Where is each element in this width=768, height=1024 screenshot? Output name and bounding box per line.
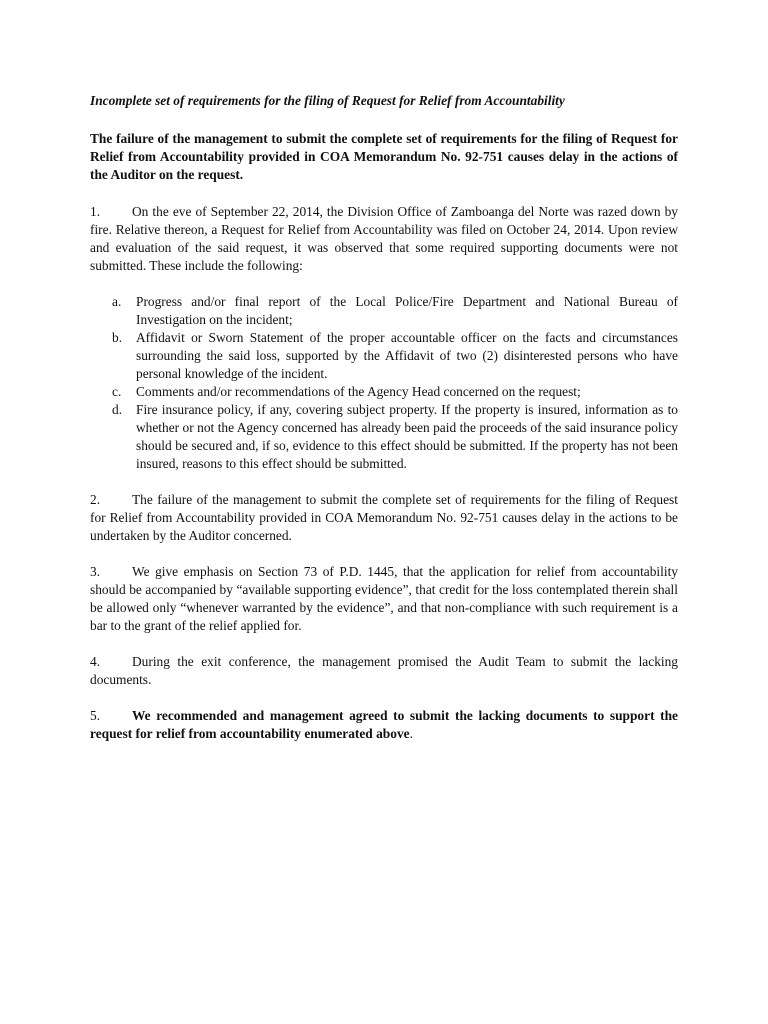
requirement-text: Affidavit or Sworn Statement of the proper accountable officer on the facts and circumstances surrounding the said loss, supported by the Affidavit of two (2) disinterested persons who have personal knowledge of the incident. <box>136 330 678 381</box>
paragraph-5 <box>90 707 678 743</box>
paragraph-3 <box>90 563 678 635</box>
document-page <box>90 92 678 761</box>
paragraph-4 <box>90 653 678 689</box>
paragraph-text: On the eve of September 22, 2014, the Division Office of Zamboanga del Norte was razed down by fire. Relative thereon, a Request for Relief from Accountability was filed on October 24, 2014. Upon review and evaluation of the said request, it was observed that some required supporting documents were not submitted. These include the following: <box>90 204 678 273</box>
requirement-letter: c. <box>112 384 122 399</box>
paragraph-1 <box>90 203 678 275</box>
requirement-text: Progress and/or final report of the Local Police/Fire Department and National Bureau of Investigation on the incident; <box>136 294 678 327</box>
requirement-item <box>90 401 678 473</box>
requirements-list <box>90 293 678 473</box>
paragraph-number: 5. <box>90 708 101 723</box>
paragraph-text: During the exit conference, the management promised the Audit Team to submit the lacking documents. <box>90 654 678 687</box>
requirement-text: Fire insurance policy, if any, covering subject property. If the property is insured, information as to whether or not the Agency concerned has already been paid the proceeds of the said insurance policy should be secured and, if so, evidence to this effect should be submitted. If the property has not been insured, reasons to this effect should be submitted. <box>136 402 678 471</box>
document-title: Incomplete set of requirements for the filing of Request for Relief from Accountability <box>90 93 565 108</box>
requirement-item <box>90 383 678 401</box>
paragraph-number: 4. <box>90 654 101 669</box>
paragraph-text: The failure of the management to submit the complete set of requirements for the filing of Request for Relief from Accountability provided in COA Memorandum No. 92-751 causes delay in the actions to be undertaken by the Auditor concerned. <box>90 492 678 543</box>
paragraph-number: 3. <box>90 564 101 579</box>
requirement-letter: a. <box>112 294 122 309</box>
paragraph-text: We give emphasis on Section 73 of P.D. 1445, that the application for relief from accountability should be accompanied by “available supporting evidence”, that credit for the loss contemplated therein shall be allowed only “whenever warranted by the evidence”, and that non-compliance with such requirement is a bar to the grant of the relief applied for. <box>90 564 678 633</box>
lead-statement: The failure of the management to submit the complete set of requirements for the filing of Request for Relief from Accountability provided in COA Memorandum No. 92-751 causes delay in the actions of the Auditor on the request. <box>90 131 678 182</box>
requirement-item <box>90 329 678 383</box>
requirement-item <box>90 293 678 329</box>
requirement-letter: d. <box>112 402 123 417</box>
paragraph-2 <box>90 491 678 545</box>
recommendation-text: We recommended and management agreed to submit the lacking documents to support the request for relief from accountability enumerated above <box>90 708 678 741</box>
requirement-letter: b. <box>112 330 123 345</box>
paragraph-number: 2. <box>90 492 101 507</box>
paragraph-number: 1. <box>90 204 101 219</box>
requirement-text: Comments and/or recommendations of the Agency Head concerned on the request; <box>136 384 581 399</box>
paragraph-trailing-period: . <box>409 726 413 741</box>
